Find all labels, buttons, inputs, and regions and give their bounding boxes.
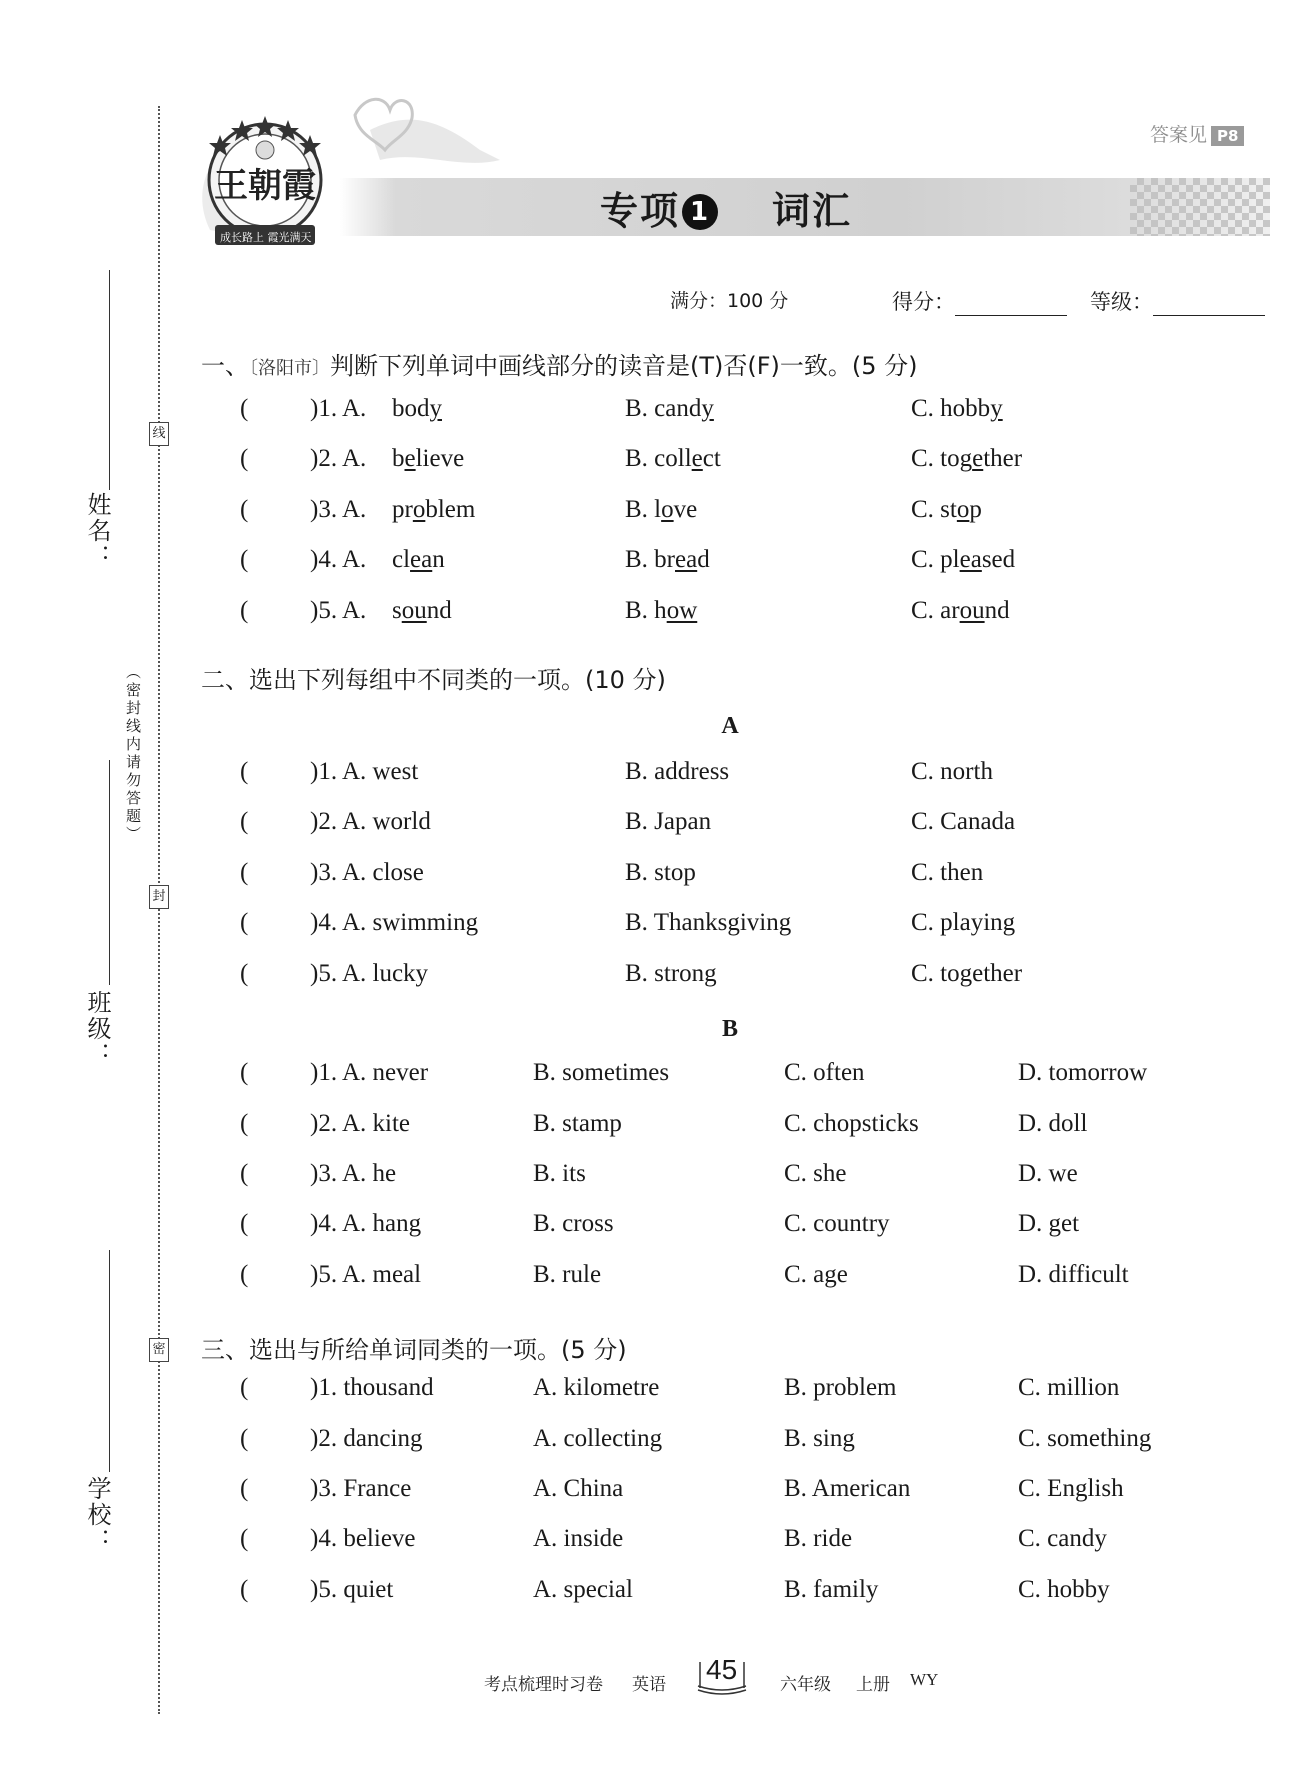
option-a: A. special <box>533 1576 633 1603</box>
class-label: 班级： <box>83 990 111 1068</box>
option-c: C. pleased <box>911 546 1016 573</box>
title-number-badge: 1 <box>682 194 718 230</box>
underlined-letters: e <box>691 445 703 472</box>
option-a: problem <box>392 496 476 523</box>
option-c: C. English <box>1018 1475 1124 1502</box>
option-b: B. love <box>625 496 698 523</box>
binding-notice: （密封线内请勿答题） <box>124 664 142 844</box>
answer-paren[interactable]: ( <box>240 1374 249 1401</box>
answer-paren[interactable]: ( <box>240 1210 249 1237</box>
binding-marker-secret: 密 <box>149 1338 169 1362</box>
answer-paren[interactable]: ( <box>240 1425 249 1452</box>
section3-heading: 三、选出与所给单词同类的一项。(5 分) <box>201 1336 627 1364</box>
question-number: )1. A. <box>310 395 367 422</box>
question-row <box>0 1425 1289 1459</box>
option-b: B. problem <box>784 1374 897 1401</box>
option-c: C. together <box>911 960 1023 987</box>
underlined-letters: ea <box>675 546 698 573</box>
option-c: C. million <box>1018 1374 1120 1401</box>
option-b: B. stamp <box>533 1110 622 1137</box>
logo-text: 王朝霞 <box>214 166 316 206</box>
underlined-letters: ow <box>666 597 698 624</box>
option-b: B. ride <box>784 1525 853 1552</box>
binding-marker-line: 线 <box>149 422 169 446</box>
question-row <box>0 808 1289 842</box>
question-row <box>0 1110 1289 1144</box>
option-c: C. playing <box>911 909 1016 936</box>
answer-paren[interactable]: ( <box>240 909 249 936</box>
name-label: 姓名： <box>83 492 111 570</box>
option-b: B. cross <box>533 1210 614 1237</box>
option-b: B. address <box>625 758 730 785</box>
given-word: )1. thousand <box>310 1374 434 1401</box>
question-row <box>0 859 1289 893</box>
grade-blank[interactable] <box>1153 291 1265 316</box>
option-b: B. family <box>784 1576 879 1603</box>
title-topic: 词汇 <box>772 189 853 233</box>
question-row <box>0 960 1289 994</box>
underlined-letters: e <box>972 445 984 472</box>
option-a: sound <box>392 597 452 624</box>
option-b: B. Japan <box>625 808 712 835</box>
underlined-letters: e <box>404 445 416 472</box>
option-d: D. get <box>1018 1210 1080 1237</box>
question-number-option-a: )1. A. never <box>310 1059 429 1086</box>
answer-paren[interactable]: ( <box>240 597 249 624</box>
question-number-option-a: )4. A. swimming <box>310 909 479 936</box>
question-row <box>0 1210 1289 1244</box>
option-b: B. collect <box>625 445 721 472</box>
option-b: B. bread <box>625 546 710 573</box>
option-b: B. sing <box>784 1425 855 1452</box>
option-b: B. how <box>625 597 698 624</box>
question-row <box>0 496 1289 530</box>
binding-marker-seal: 封 <box>149 885 169 909</box>
footer-series: 考点梳理时习卷 <box>484 1675 603 1695</box>
option-b: B. American <box>784 1475 911 1502</box>
given-word: )5. quiet <box>310 1576 394 1603</box>
answer-paren[interactable]: ( <box>240 1160 249 1187</box>
answer-paren[interactable]: ( <box>240 758 249 785</box>
question-row <box>0 758 1289 792</box>
answer-paren[interactable]: ( <box>240 445 249 472</box>
option-b: B. rule <box>533 1261 602 1288</box>
answer-paren[interactable]: ( <box>240 1525 249 1552</box>
footer-volume: 上册 <box>856 1675 890 1695</box>
grade-field <box>1090 286 1265 316</box>
option-b: B. Thanksgiving <box>625 909 792 936</box>
footer-grade: 六年级 <box>780 1675 831 1695</box>
option-c: C. country <box>784 1210 890 1237</box>
question-row <box>0 1475 1289 1509</box>
question-number-option-a: )2. A. kite <box>310 1110 410 1137</box>
section2-group-b-label: B <box>721 1016 738 1042</box>
question-number-option-a: )1. A. west <box>310 758 419 785</box>
option-c: C. north <box>911 758 993 785</box>
question-row <box>0 1160 1289 1194</box>
answer-paren[interactable]: ( <box>240 496 249 523</box>
question-number: )3. A. <box>310 496 367 523</box>
option-c: C. stop <box>911 496 982 523</box>
option-c: C. candy <box>1018 1525 1107 1552</box>
answer-ref-page: P8 <box>1211 126 1244 146</box>
option-c: C. hobby <box>911 395 1003 422</box>
question-row <box>0 445 1289 479</box>
answer-paren[interactable]: ( <box>240 808 249 835</box>
section2-heading: 二、选出下列每组中不同类的一项。(10 分) <box>201 666 666 694</box>
question-number-option-a: )5. A. lucky <box>310 960 429 987</box>
option-c: C. hobby <box>1018 1576 1110 1603</box>
grade-label: 等级： <box>1090 290 1153 314</box>
question-number-option-a: )3. A. he <box>310 1160 397 1187</box>
answer-paren[interactable]: ( <box>240 859 249 886</box>
option-a: A. China <box>533 1475 624 1502</box>
given-word: )3. France <box>310 1475 412 1502</box>
option-c: C. Canada <box>911 808 1016 835</box>
answer-paren[interactable]: ( <box>240 1576 249 1603</box>
question-row <box>0 1525 1289 1559</box>
option-b: B. stop <box>625 859 696 886</box>
option-a: body <box>392 395 442 422</box>
answer-paren[interactable]: ( <box>240 395 249 422</box>
section1-prefix: 一、 <box>201 352 249 380</box>
title-prefix: 专项 <box>600 189 681 233</box>
question-number-option-a: )3. A. close <box>310 859 424 886</box>
logo-slogan: 成长路上 霞光满天 <box>220 231 312 244</box>
title-checker-pattern <box>1130 178 1270 236</box>
underlined-letters: ea <box>410 546 433 573</box>
question-number-option-a: )2. A. world <box>310 808 431 835</box>
underlined-letters: y <box>990 395 1003 422</box>
option-a: A. kilometre <box>533 1374 660 1401</box>
question-row <box>0 546 1289 580</box>
answer-paren[interactable]: ( <box>240 960 249 987</box>
question-number: )2. A. <box>310 445 367 472</box>
section1-text: 判断下列单词中画线部分的读音是(T)否(F)一致。(5 分) <box>330 352 918 380</box>
question-number: )5. A. <box>310 597 367 624</box>
option-c: C. something <box>1018 1425 1152 1452</box>
answer-paren[interactable]: ( <box>240 546 249 573</box>
answer-paren[interactable]: ( <box>240 1110 249 1137</box>
option-c: C. together <box>911 445 1023 472</box>
question-row <box>0 1261 1289 1295</box>
option-a: A. inside <box>533 1525 624 1552</box>
page-title <box>600 180 852 235</box>
option-a: clean <box>392 546 445 573</box>
underlined-letters: y <box>701 395 714 422</box>
score-field <box>892 286 1067 316</box>
footer-subject: 英语 <box>632 1675 666 1695</box>
option-c: C. often <box>784 1059 865 1086</box>
answer-paren[interactable]: ( <box>240 1059 249 1086</box>
question-row <box>0 909 1289 943</box>
question-number-option-a: )5. A. meal <box>310 1261 422 1288</box>
option-c: C. around <box>911 597 1010 624</box>
question-row <box>0 395 1289 429</box>
underlined-letters: ou <box>959 597 985 624</box>
option-d: D. doll <box>1018 1110 1088 1137</box>
option-d: D. we <box>1018 1160 1078 1187</box>
option-b: B. strong <box>625 960 717 987</box>
option-c: C. chopsticks <box>784 1110 919 1137</box>
answer-paren[interactable]: ( <box>240 1475 249 1502</box>
option-c: C. age <box>784 1261 848 1288</box>
option-c: C. then <box>911 859 984 886</box>
question-row <box>0 1576 1289 1610</box>
full-score: 满分：100 分 <box>670 290 789 312</box>
option-c: C. she <box>784 1160 847 1187</box>
option-a: believe <box>392 445 465 472</box>
option-b: B. its <box>533 1160 586 1187</box>
answer-reference <box>1150 120 1244 147</box>
option-d: D. tomorrow <box>1018 1059 1148 1086</box>
section1-heading <box>201 346 918 381</box>
score-blank[interactable] <box>955 291 1067 316</box>
underlined-letters: ea <box>959 546 982 573</box>
option-a: A. collecting <box>533 1425 663 1452</box>
underlined-letters: ou <box>401 597 427 624</box>
underlined-letters: y <box>429 395 442 422</box>
question-row <box>0 1374 1289 1408</box>
option-b: B. candy <box>625 395 714 422</box>
underlined-letters: o <box>412 496 426 523</box>
section1-city: 〔洛阳市〕 <box>249 358 330 379</box>
question-row <box>0 597 1289 631</box>
school-label: 学校： <box>83 1476 111 1554</box>
underlined-letters: o <box>661 496 674 523</box>
section2-group-a-label: A <box>721 713 739 739</box>
answer-paren[interactable]: ( <box>240 1261 249 1288</box>
given-word: )4. believe <box>310 1525 416 1552</box>
option-b: B. sometimes <box>533 1059 670 1086</box>
question-number: )4. A. <box>310 546 367 573</box>
page-number: 45 <box>706 1654 738 1685</box>
option-d: D. difficult <box>1018 1261 1129 1288</box>
given-word: )2. dancing <box>310 1425 423 1452</box>
footer-edition: WY <box>910 1670 939 1689</box>
score-label: 得分： <box>892 290 955 314</box>
question-number-option-a: )4. A. hang <box>310 1210 422 1237</box>
answer-ref-label: 答案见 <box>1150 124 1208 146</box>
question-row <box>0 1059 1289 1093</box>
underlined-letters: o <box>956 496 970 523</box>
